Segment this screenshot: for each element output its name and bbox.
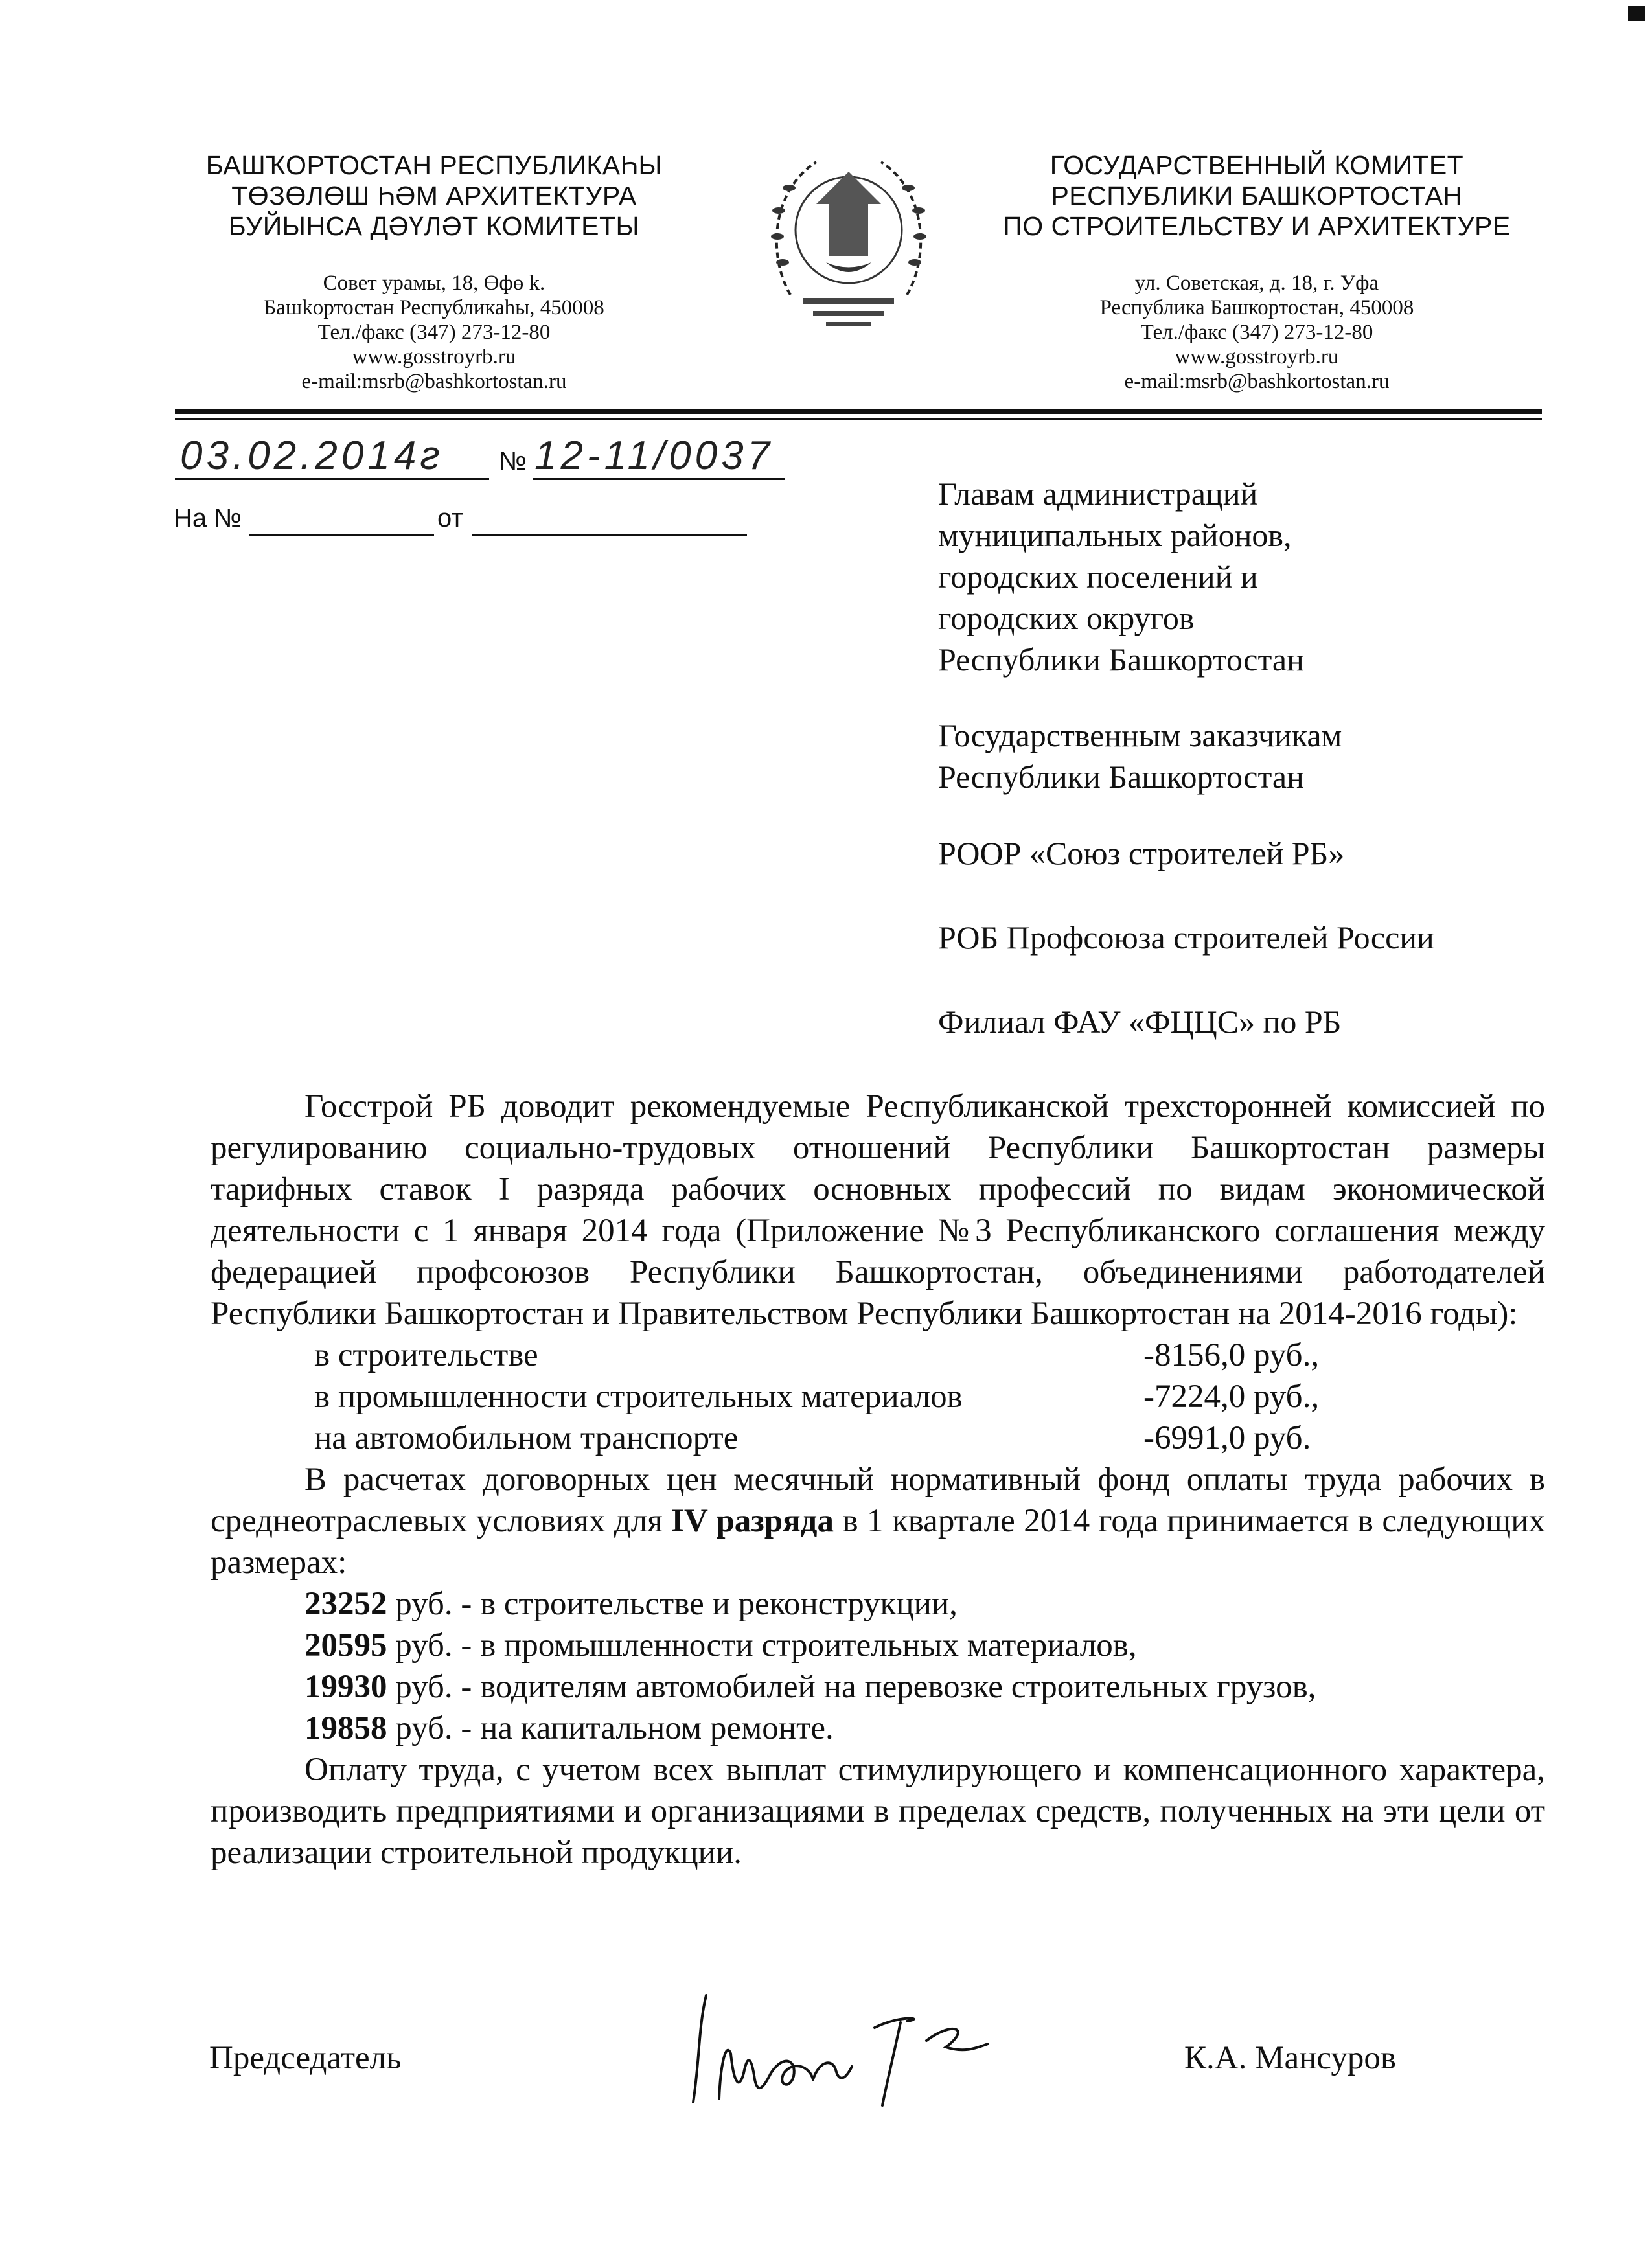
reply-from-label: от [437, 504, 463, 533]
coat-of-arms-emblem [764, 133, 933, 347]
letter-body [211, 1086, 1545, 1873]
outgoing-number: 12-11/0037 [534, 433, 774, 478]
addressee-builders-union: РООР «Союз строителей РБ» [938, 835, 1345, 871]
outgoing-date: 03.02.2014г [180, 433, 444, 478]
closing-paragraph: Оплату труда, с учетом всех выплат стимулирующего и компенсационного характера, производить предприятиями и организациями в пределах средств, полученных на эти цели от реализации строительной продукции. [211, 1752, 1545, 1871]
reply-number-line [249, 534, 434, 536]
addressee-fau-branch: Филиал ФАУ «ФЦЦС» по РБ [938, 1003, 1342, 1040]
header-rule [175, 409, 1542, 414]
handwritten-signature [680, 1982, 1017, 2112]
reply-to-label: На № [174, 504, 242, 533]
intro-paragraph: Госстрой РБ доводит рекомендуемые Республиканской трехсторонней комиссией по регулированию социально-трудовых отношений Республики Башкортостан размеры тарифных ставок I разряда рабочих основных профессий по видам экономической деятельности с 1 января 2014 года (Приложение №3 Республиканского соглашения между федерацией профсоюзов Республики Башкортостан, объединениями работодателей Республики Башкортостан и Правительством Республики Башкортостан на 2014-2016 годы): [211, 1088, 1545, 1332]
left-org-address: Совет урамы, 18, Өфө k. Башkортостан Республикаһы, 450008 Тел./факс (347) 273-12-80 www.gosstroyrb.ru e-mail:msrb@bashkortostan.ru [264, 271, 604, 393]
signatory-position: Председатель [209, 2040, 402, 2076]
left-org-name: БАШҠОРТОСТАН РЕСПУБЛИКАҺЫ ТӨЗӨЛӨШ ҺӘМ АРХИТЕКТУРА БУЙЫНСА ДӘҮЛӘТ КОМИТЕТЫ [205, 150, 663, 241]
fund-row: 23252 руб. - в строительстве и реконструкции, [304, 1586, 958, 1622]
right-org-address: ул. Советская, д. 18, г. Уфа Республика Башкортостан, 450008 Тел./факс (347) 273-12-80 www.gosstroyrb.ru e-mail:msrb@bashkortostan.ru [1099, 271, 1414, 393]
rate-row: в промышленности строительных материалов -7224,0 руб., [314, 1379, 1320, 1415]
fund-intro-paragraph: В расчетах договорных цен месячный нормативный фонд оплаты труда рабочих в среднеотраслевых условиях для IV разряда в 1 квартале 2014 года принимается в следующих размерах: [211, 1461, 1545, 1581]
number-field-line [533, 478, 785, 480]
date-field-line [175, 478, 489, 480]
addressee-trade-union: РОБ Профсоюза строителей России [938, 919, 1434, 956]
header-rule-thin [175, 418, 1542, 420]
addressee-state-customers: Государственным заказчикам Республики Башкортостан [938, 717, 1342, 795]
scan-corner-mark [1628, 6, 1645, 21]
rate-row: в строительстве -8156,0 руб., [314, 1337, 1320, 1373]
addressee-heads-of-administrations: Главам администраций муниципальных районов, городских поселений и городских округов Республики Башкортостан [938, 475, 1304, 678]
reply-date-line [472, 534, 747, 536]
rate-row: на автомобильном транспорте -6991,0 руб. [314, 1420, 1311, 1456]
right-org-name: ГОСУДАРСТВЕННЫЙ КОМИТЕТ РЕСПУБЛИКИ БАШКОРТОСТАН ПО СТРОИТЕЛЬСТВУ И АРХИТЕКТУРЕ [1003, 150, 1511, 241]
signatory-name: К.А. Мансуров [1184, 2040, 1396, 2076]
fund-row: 20595 руб. - в промышленности строительных материалов, [304, 1627, 1137, 1664]
number-sign: № [499, 447, 527, 475]
fund-row: 19930 руб. - водителям автомобилей на перевозке строительных грузов, [304, 1669, 1316, 1705]
fund-row: 19858 руб. - на капитальном ремонте. [304, 1710, 834, 1747]
